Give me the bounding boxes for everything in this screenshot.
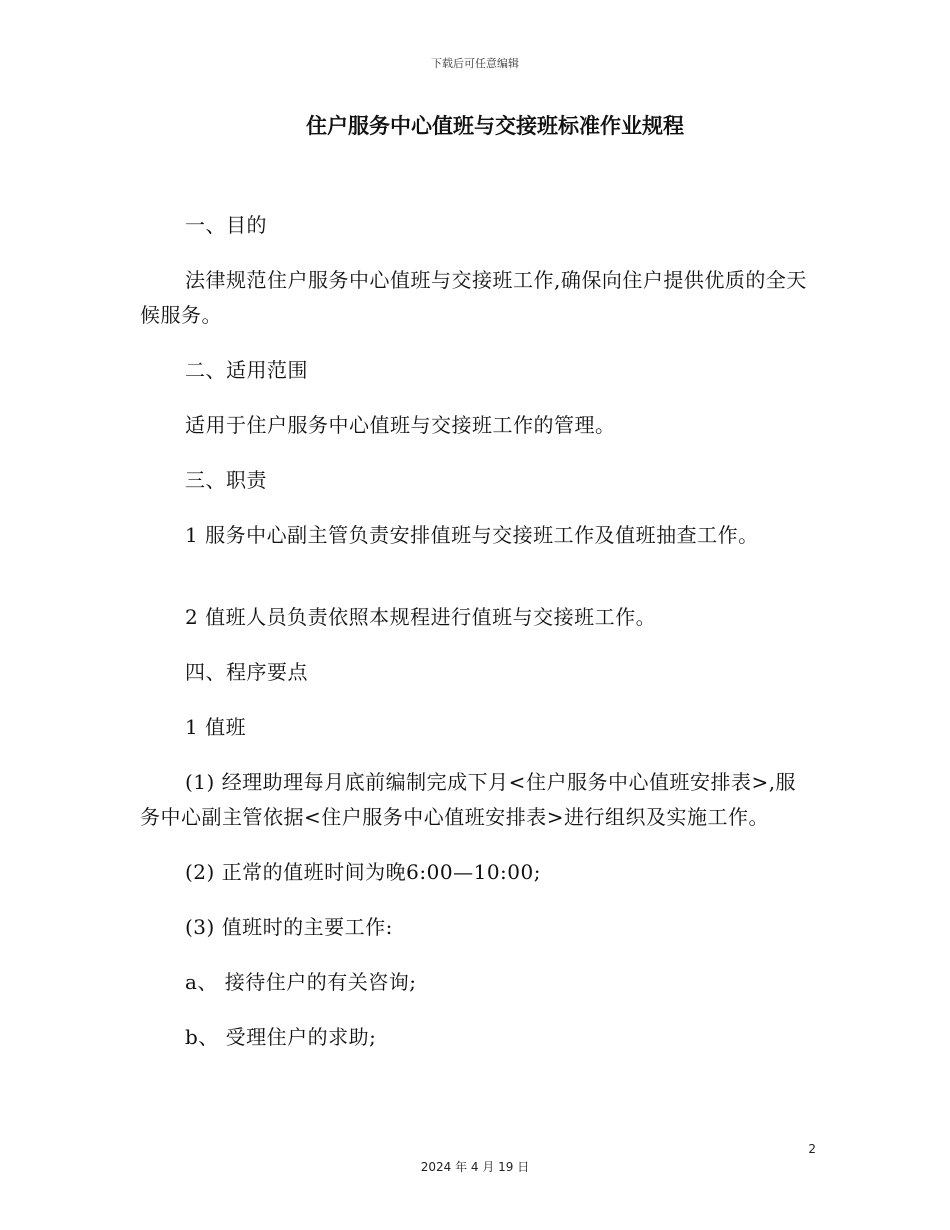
footer-date: 2024 年 4 月 19 日 xyxy=(420,1160,530,1174)
paragraph-duty-1: 1 服务中心副主管负责安排值班与交接班工作及值班抽查工作。 xyxy=(185,523,759,547)
section-heading-purpose: 一、目的 xyxy=(185,213,267,237)
paragraph-duty-2: 2 值班人员负责依照本规程进行值班与交接班工作。 xyxy=(185,605,657,629)
list-item-a: a、 接待住户的有关咨询; xyxy=(185,970,417,994)
paragraph-procedure-3: (3) 值班时的主要工作: xyxy=(185,915,393,939)
paragraph-procedure-2: (2) 正常的值班时间为晚6:00—10:00; xyxy=(185,860,541,884)
document-body xyxy=(140,208,808,1055)
document-title: 住户服务中心值班与交接班标准作业规程 xyxy=(306,114,684,138)
paragraph-purpose: 法律规范住户服务中心值班与交接班工作,确保向住户提供优质的全天候服务。 xyxy=(140,268,807,327)
paragraph-scope: 适用于住户服务中心值班与交接班工作的管理。 xyxy=(185,413,616,437)
subheading-duty: 1 值班 xyxy=(185,715,247,739)
list-item-b: b、 受理住户的求助; xyxy=(185,1025,377,1049)
section-heading-duties: 三、职责 xyxy=(185,468,267,492)
paragraph-procedure-1: (1) 经理助理每月底前编制完成下月<住户服务中心值班安排表>,服务中心副主管依据<住户服务中心值班安排表>进行组织及实施工作。 xyxy=(140,770,797,829)
page-number: 2 xyxy=(808,1142,816,1156)
section-heading-procedure: 四、程序要点 xyxy=(185,660,308,684)
header-note: 下载后可任意编辑 xyxy=(431,57,519,70)
section-heading-scope: 二、适用范围 xyxy=(185,358,308,382)
